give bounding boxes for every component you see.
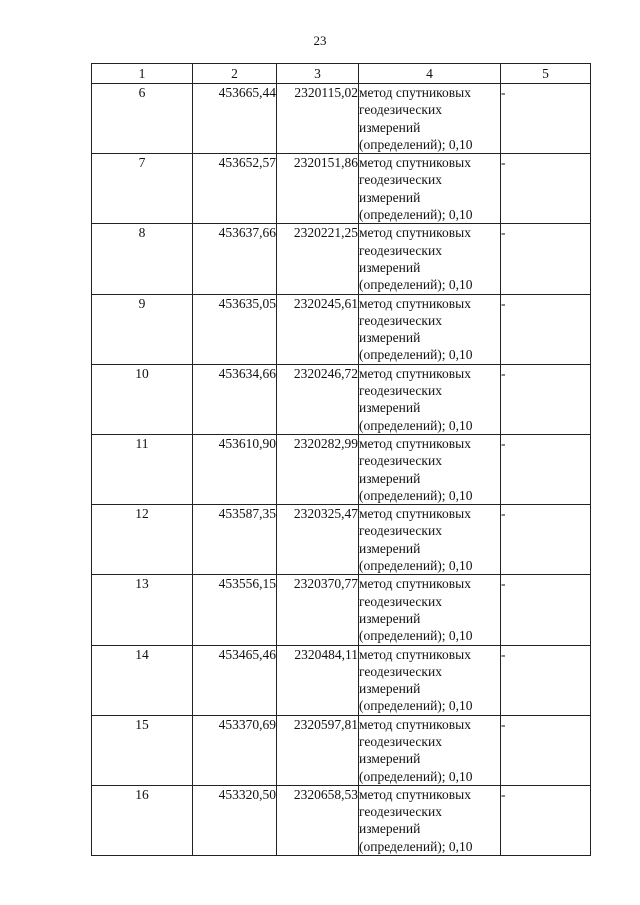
table-row [92,154,591,224]
method-line: измерений [359,119,421,135]
method-line: геодезических [359,242,442,258]
table-body [92,84,591,856]
point-number-cell: 10 [92,364,193,434]
method-line: измерений [359,821,421,837]
point-number-cell: 7 [92,154,193,224]
method-line: (определений); 0,10 [359,558,473,574]
note-cell: - [501,294,591,364]
method-line: геодезических [359,102,442,118]
y-coordinate-cell: 2320325,47 [277,505,359,575]
table-row [92,294,591,364]
x-coordinate-cell: 453610,90 [193,434,277,504]
y-coordinate-cell: 2320245,61 [277,294,359,364]
method-line: (определений); 0,10 [359,698,473,714]
x-coordinate-cell: 453465,46 [193,645,277,715]
y-coordinate-cell: 2320484,11 [277,645,359,715]
method-line: измерений [359,681,421,697]
column-header-1: 1 [92,64,193,84]
method-line: геодезических [359,804,442,820]
method-line: геодезических [359,593,442,609]
method-line: геодезических [359,172,442,188]
method-cell [359,785,501,855]
table-row [92,364,591,434]
x-coordinate-cell: 453665,44 [193,84,277,154]
note-cell: - [501,84,591,154]
method-line: геодезических [359,453,442,469]
point-number-cell: 15 [92,715,193,785]
method-cell [359,434,501,504]
note-cell: - [501,224,591,294]
method-line: (определений); 0,10 [359,207,473,223]
x-coordinate-cell: 453635,05 [193,294,277,364]
note-cell: - [501,575,591,645]
method-line: (определений); 0,10 [359,487,473,503]
y-coordinate-cell: 2320658,53 [277,785,359,855]
method-line: метод спутниковых [359,295,471,311]
method-line: (определений); 0,10 [359,838,473,854]
method-line: геодезических [359,523,442,539]
y-coordinate-cell: 2320246,72 [277,364,359,434]
table-row [92,224,591,294]
point-number-cell: 14 [92,645,193,715]
method-line: (определений); 0,10 [359,628,473,644]
table-row [92,434,591,504]
point-number-cell: 6 [92,84,193,154]
method-line: (определений); 0,10 [359,768,473,784]
x-coordinate-cell: 453634,66 [193,364,277,434]
table-row [92,505,591,575]
table-header-row [92,64,591,84]
method-cell [359,575,501,645]
x-coordinate-cell: 453637,66 [193,224,277,294]
y-coordinate-cell: 2320221,25 [277,224,359,294]
note-cell: - [501,505,591,575]
note-cell: - [501,715,591,785]
method-line: метод спутниковых [359,576,471,592]
method-cell [359,645,501,715]
method-line: геодезических [359,383,442,399]
method-line: измерений [359,470,421,486]
point-number-cell: 8 [92,224,193,294]
x-coordinate-cell: 453652,57 [193,154,277,224]
point-number-cell: 9 [92,294,193,364]
table-row [92,715,591,785]
y-coordinate-cell: 2320151,86 [277,154,359,224]
column-header-4: 4 [359,64,501,84]
page-number: 23 [313,33,327,48]
note-cell: - [501,364,591,434]
method-cell [359,364,501,434]
method-line: метод спутниковых [359,435,471,451]
y-coordinate-cell: 2320370,77 [277,575,359,645]
point-number-cell: 13 [92,575,193,645]
method-line: (определений); 0,10 [359,136,473,152]
x-coordinate-cell: 453587,35 [193,505,277,575]
method-line: измерений [359,610,421,626]
method-line: измерений [359,540,421,556]
table-row [92,645,591,715]
method-line: измерений [359,400,421,416]
method-cell [359,224,501,294]
column-header-2: 2 [193,64,277,84]
method-line: (определений); 0,10 [359,417,473,433]
method-line: (определений); 0,10 [359,277,473,293]
method-line: метод спутниковых [359,506,471,522]
y-coordinate-cell: 2320597,81 [277,715,359,785]
method-cell [359,715,501,785]
column-header-3: 3 [277,64,359,84]
point-number-cell: 12 [92,505,193,575]
column-header-5: 5 [501,64,591,84]
x-coordinate-cell: 453320,50 [193,785,277,855]
x-coordinate-cell: 453556,15 [193,575,277,645]
method-line: метод спутниковых [359,365,471,381]
x-coordinate-cell: 453370,69 [193,715,277,785]
method-line: измерений [359,330,421,346]
method-cell [359,84,501,154]
method-line: геодезических [359,312,442,328]
method-line: метод спутниковых [359,786,471,802]
note-cell: - [501,785,591,855]
note-cell: - [501,645,591,715]
method-line: метод спутниковых [359,155,471,171]
method-line: геодезических [359,733,442,749]
point-number-cell: 16 [92,785,193,855]
note-cell: - [501,434,591,504]
table-row [92,575,591,645]
method-cell [359,294,501,364]
method-line: метод спутниковых [359,716,471,732]
note-cell: - [501,154,591,224]
coordinates-table [91,63,591,856]
y-coordinate-cell: 2320115,02 [277,84,359,154]
method-line: (определений); 0,10 [359,347,473,363]
method-line: метод спутниковых [359,225,471,241]
y-coordinate-cell: 2320282,99 [277,434,359,504]
method-cell [359,154,501,224]
method-cell [359,505,501,575]
method-line: измерений [359,751,421,767]
method-line: метод спутниковых [359,646,471,662]
table-row [92,785,591,855]
method-line: геодезических [359,663,442,679]
method-line: измерений [359,189,421,205]
method-line: метод спутниковых [359,85,471,100]
point-number-cell: 11 [92,434,193,504]
method-line: измерений [359,259,421,275]
table-row [92,84,591,154]
